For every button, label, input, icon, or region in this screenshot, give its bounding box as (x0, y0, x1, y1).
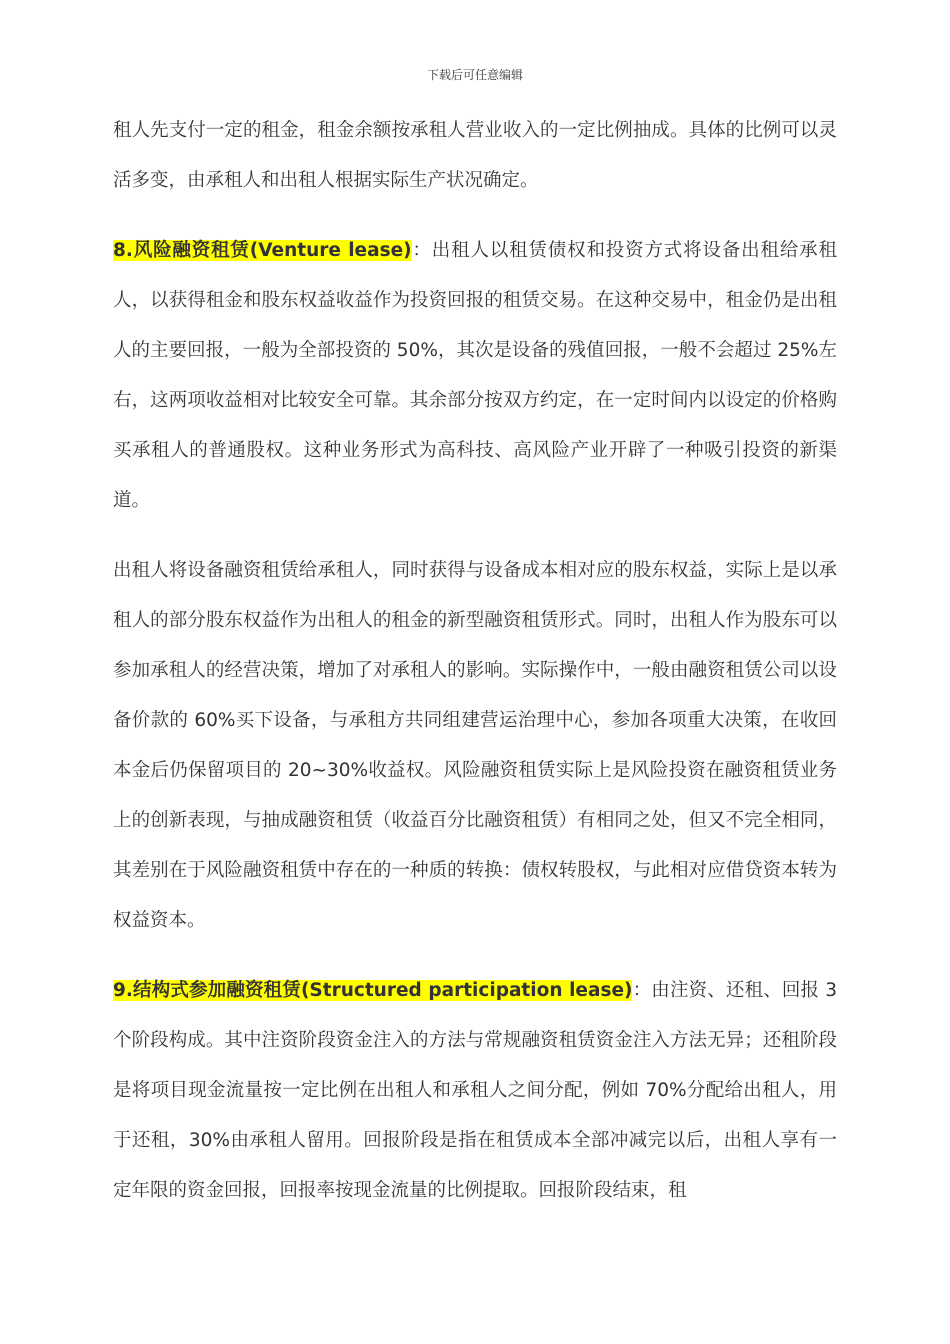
paragraph-text: ：出租人以租赁债权和投资方式将设备出租给承租人，以获得租金和股东权益收益作为投资回报的租赁交易。在这种交易中，租金仍是出租人的主要回报，一般为全部投资的 50%，其次是设备的残值回报，一般不会超过 25%左右，这两项收益相对比较安全可靠。其余部分按双方约定，在一定时间内以设定的价格购买承租人的普通股权。这种业务形式为高科技、高风险产业开辟了一种吸引投资的新渠道。 (113, 240, 837, 511)
paragraph-lease-continuation (113, 106, 837, 206)
paragraph-venture-lease-detail (113, 546, 837, 946)
paragraph-venture-lease (113, 226, 837, 526)
paragraph-text: ：由注资、还租、回报 3 个阶段构成。其中注资阶段资金注入的方法与常规融资租赁资金注入方法无异；还租阶段是将项目现金流量按一定比例在出租人和承租人之间分配，例如 70%分配给出租人，用于还租，30%由承租人留用。回报阶段是指在租赁成本全部冲减完以后，出租人享有一定年限的资金回报，回报率按现金流量的比例提取。回报阶段结束，租 (113, 980, 837, 1201)
paragraph-text: 租人先支付一定的租金，租金余额按承租人营业收入的一定比例抽成。具体的比例可以灵活多变，由承租人和出租人根据实际生产状况确定。 (113, 120, 837, 191)
page-header-note: 下载后可任意编辑 (426, 68, 523, 82)
structured-lease-term-highlight: 9.结构式参加融资租赁(Structured participation lease) (113, 980, 633, 1001)
venture-lease-term-highlight: 8.风险融资租赁(Venture lease) (113, 240, 412, 261)
paragraph-text: 出租人将设备融资租赁给承租人，同时获得与设备成本相对应的股东权益，实际上是以承租人的部分股东权益作为出租人的租金的新型融资租赁形式。同时，出租人作为股东可以参加承租人的经营决策，增加了对承租人的影响。实际操作中，一般由融资租赁公司以设备价款的 60%买下设备，与承租方共同组建营运治理中心，参加各项重大决策，在收回本金后仍保留项目的 20~30%收益权。风险融资租赁实际上是风险投资在融资租赁业务上的创新表现，与抽成融资租赁（收益百分比融资租赁）有相同之处，但又不完全相同，其差别在于风险融资租赁中存在的一种质的转换：债权转股权，与此相对应借贷资本转为权益资本。 (113, 560, 837, 931)
paragraph-structured-participation-lease (113, 966, 837, 1216)
document-body (113, 106, 837, 1236)
